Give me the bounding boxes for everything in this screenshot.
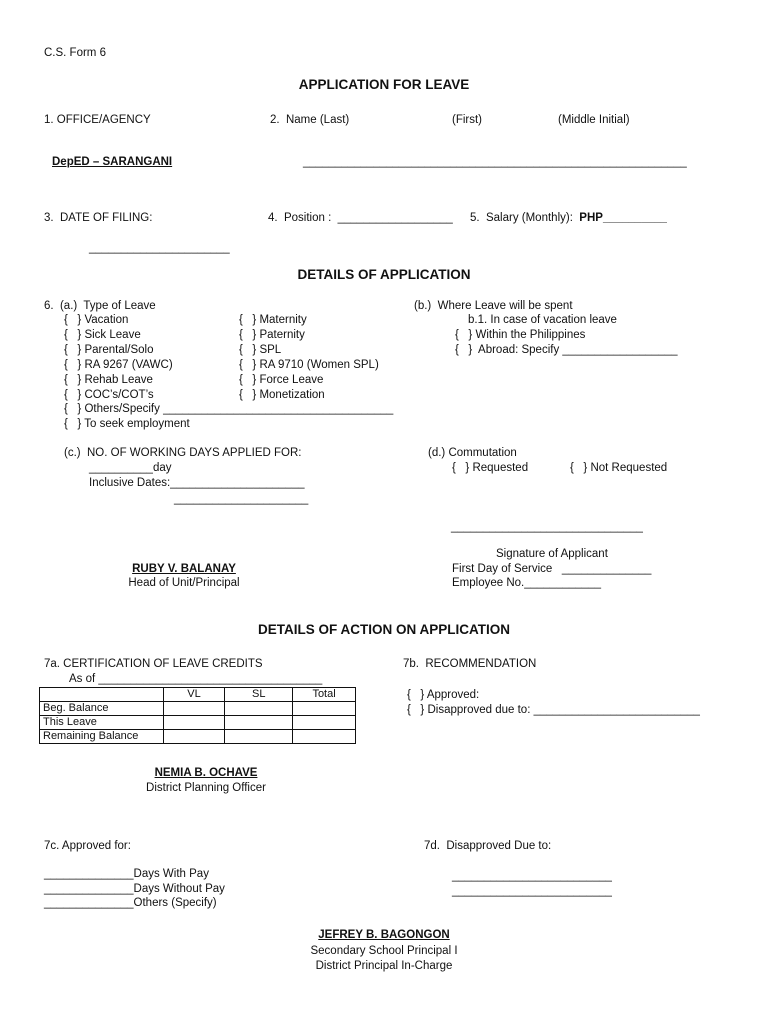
- leave-option-force[interactable]: { } Force Leave: [239, 374, 324, 386]
- leave-option-sick[interactable]: { } Sick Leave: [64, 329, 141, 341]
- days-without-pay-field[interactable]: ______________Days Without Pay: [44, 883, 225, 895]
- applicant-signature-line[interactable]: ______________________________: [451, 521, 643, 533]
- leave-type-label: 6. (a.) Type of Leave: [44, 300, 156, 312]
- days-with-pay-field[interactable]: ______________Days With Pay: [44, 868, 209, 880]
- cell-total[interactable]: [293, 716, 356, 730]
- details-of-application-heading: DETAILS OF APPLICATION: [297, 267, 471, 282]
- commutation-not-requested[interactable]: { } Not Requested: [570, 462, 668, 474]
- date-of-filing-label: 3. DATE OF FILING:: [44, 212, 153, 224]
- position-field[interactable]: 4. Position : __________________: [268, 212, 453, 224]
- head-of-unit-name: RUBY V. BALANAY: [132, 563, 236, 575]
- principal-title-2: District Principal In-Charge: [315, 960, 453, 972]
- table-row: [40, 702, 356, 716]
- working-days-field[interactable]: __________day: [89, 462, 172, 474]
- form-number: C.S. Form 6: [44, 47, 106, 59]
- as-of-field[interactable]: As of ___________________________________: [69, 673, 323, 685]
- leave-option-paternity[interactable]: { } Paternity: [239, 329, 305, 341]
- disapproved-due-label: 7d. Disapproved Due to:: [424, 840, 552, 852]
- head-of-unit-title: Head of Unit/Principal: [128, 577, 240, 589]
- office-label: 1. OFFICE/AGENCY: [44, 114, 151, 126]
- cell-total[interactable]: [293, 702, 356, 716]
- table-row: [40, 716, 356, 730]
- cell-vl[interactable]: [163, 730, 225, 744]
- commutation-label: (d.) Commutation: [428, 447, 517, 459]
- row-label-remaining-balance: Remaining Balance: [40, 730, 164, 744]
- cell-total[interactable]: [293, 730, 356, 744]
- recommendation-disapproved[interactable]: { } Disapproved due to: __________________________: [407, 704, 700, 716]
- leave-option-others[interactable]: { } Others/Specify ____________________________________: [64, 403, 394, 415]
- leave-option-maternity[interactable]: { } Maternity: [239, 314, 307, 326]
- cell-vl[interactable]: [163, 716, 225, 730]
- details-of-action-heading: DETAILS OF ACTION ON APPLICATION: [258, 622, 510, 637]
- leave-option-monetization[interactable]: { } Monetization: [239, 389, 325, 401]
- leave-option-vawc[interactable]: { } RA 9267 (VAWC): [64, 359, 173, 371]
- vacation-leave-sublabel: b.1. In case of vacation leave: [468, 314, 617, 326]
- cell-sl[interactable]: [225, 702, 293, 716]
- table-header-vl: VL: [163, 688, 225, 702]
- leave-option-women-spl[interactable]: { } RA 9710 (Women SPL): [239, 359, 379, 371]
- location-option-philippines[interactable]: { } Within the Philippines: [455, 329, 586, 341]
- cell-sl[interactable]: [225, 730, 293, 744]
- leave-location-label: (b.) Where Leave will be spent: [414, 300, 573, 312]
- principal-title: Secondary School Principal I: [310, 945, 458, 957]
- name-middle-label: (Middle Initial): [558, 114, 630, 126]
- salary-label: 5. Salary (Monthly):: [470, 212, 580, 224]
- leave-option-spl[interactable]: { } SPL: [239, 344, 282, 356]
- location-option-abroad[interactable]: { } Abroad: Specify __________________: [455, 344, 678, 356]
- leave-option-rehab[interactable]: { } Rehab Leave: [64, 374, 153, 386]
- disapproved-due-line1[interactable]: _________________________: [452, 870, 612, 882]
- leave-credits-table: [39, 687, 356, 744]
- applicant-signature-label: Signature of Applicant: [496, 548, 608, 560]
- salary-field[interactable]: [470, 211, 667, 225]
- planning-officer-name: NEMIA B. OCHAVE: [154, 767, 258, 779]
- approved-for-label: 7c. Approved for:: [44, 840, 131, 852]
- office-value: DepED – SARANGANI: [52, 156, 173, 168]
- inclusive-dates-field[interactable]: Inclusive Dates:_____________________: [89, 477, 305, 489]
- recommendation-label: 7b. RECOMMENDATION: [403, 658, 537, 670]
- planning-officer-title: District Planning Officer: [146, 782, 266, 794]
- employee-no-field[interactable]: Employee No.____________: [452, 577, 601, 589]
- row-label-beg-balance: Beg. Balance: [40, 702, 164, 716]
- principal-name: JEFREY B. BAGONGON: [318, 929, 450, 941]
- row-label-this-leave: This Leave: [40, 716, 164, 730]
- cell-sl[interactable]: [225, 716, 293, 730]
- name-first-label: (First): [452, 114, 483, 126]
- inclusive-dates-line2[interactable]: _____________________: [174, 493, 309, 505]
- table-row: [40, 730, 356, 744]
- table-header-sl: SL: [225, 688, 293, 702]
- commutation-requested[interactable]: { } Requested: [452, 462, 529, 474]
- leave-option-vacation[interactable]: { } Vacation: [64, 314, 129, 326]
- table-header-total: Total: [293, 688, 356, 702]
- first-day-of-service-field[interactable]: First Day of Service ______________: [452, 563, 652, 575]
- leave-option-coc[interactable]: { } COC’s/COT’s: [64, 389, 154, 401]
- date-of-filing-field[interactable]: ______________________: [89, 242, 230, 254]
- cell-vl[interactable]: [163, 702, 225, 716]
- table-header-row: [40, 688, 356, 702]
- leave-credits-label: 7a. CERTIFICATION OF LEAVE CREDITS: [44, 658, 263, 670]
- form-title: APPLICATION FOR LEAVE: [298, 77, 470, 92]
- name-last-label: 2. Name (Last): [270, 114, 350, 126]
- salary-value: PHP__________: [579, 212, 667, 224]
- leave-option-parental[interactable]: { } Parental/Solo: [64, 344, 154, 356]
- others-specify-field[interactable]: ______________Others (Specify): [44, 897, 217, 909]
- name-field[interactable]: ____________________________________________________________: [303, 156, 687, 168]
- recommendation-approved[interactable]: { } Approved:: [407, 689, 480, 701]
- working-days-label: (c.) NO. OF WORKING DAYS APPLIED FOR:: [64, 447, 302, 459]
- leave-option-seek-employment[interactable]: { } To seek employment: [64, 418, 190, 430]
- table-header-blank: [40, 688, 164, 702]
- disapproved-due-line2[interactable]: _________________________: [452, 885, 612, 897]
